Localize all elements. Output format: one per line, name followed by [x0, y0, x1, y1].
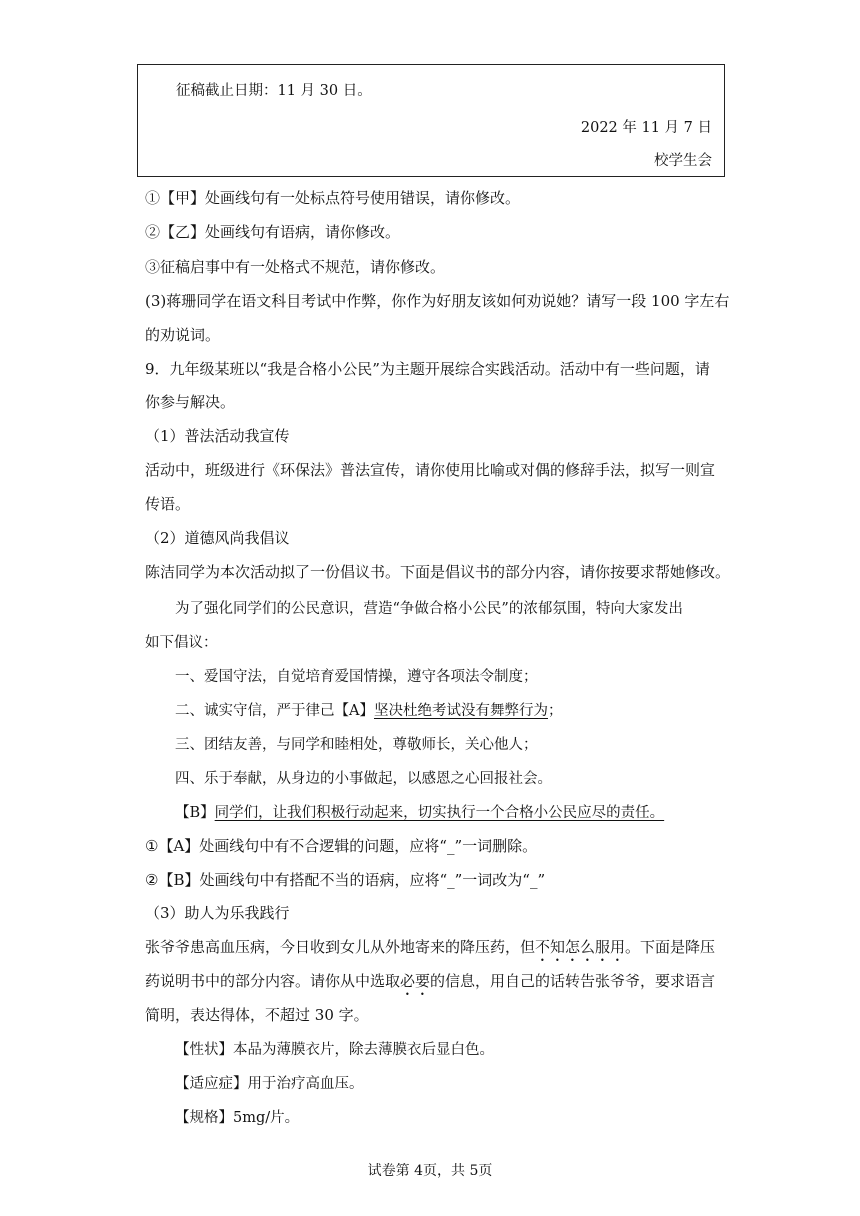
p3-line1-suffix: 。下面是降压	[625, 938, 716, 956]
item2-suffix: ；	[547, 703, 563, 719]
notice-deadline: 征稿截止日期：11 月 30 日。	[176, 83, 372, 99]
q9-part1-line2: 传语。	[145, 495, 191, 513]
notice-date: 2022 年 11 月 7 日	[580, 120, 712, 136]
q9-part2-desc: 陈洁同学为本次活动拟了一份倡议书。下面是倡议书的部分内容，请你按要求帮她修改。	[145, 563, 731, 581]
page-footer: 试卷第 4页，共 5页	[367, 1163, 493, 1179]
p3-line1-prefix: 张爷爷患高血压病，今日收到女儿从外地寄来的降压药，但	[145, 938, 536, 956]
q9-intro-line1: 9．九年级某班以“我是合格小公民”为主题开展综合实践活动。活动中有一些问题，请	[145, 360, 710, 378]
q8-sub-3: ③征稿启事中有一处格式不规范，请你修改。	[145, 258, 446, 276]
proposal-item-4: 四、乐于奉献，从身边的小事做起，以感恩之心回报社会。	[175, 771, 552, 787]
proposal-item-3: 三、团结友善，与同学和睦相处，尊敬师长，关心他人；	[175, 737, 538, 753]
proposal-item-1: 一、爱国守法，自觉培育爱国情操，遵守各项法令制度；	[175, 669, 538, 685]
q9-part2-title: （2）道德风尚我倡议	[145, 529, 290, 547]
b-underlined: 同学们，让我们积极行动起来，切实执行一个合格小公民应尽的责任。	[214, 805, 665, 821]
q9-intro-line2: 你参与解决。	[145, 393, 236, 411]
q9-part1-line1: 活动中，班级进行《环保法》普法宣传，请你使用比喻或对偶的修辞手法，拟写一则宣	[145, 461, 716, 479]
proposal-item-2	[175, 699, 562, 720]
b-tag: 【B】	[175, 805, 215, 821]
p3-line2-prefix: 药说明书中的部分内容。请你从中选取	[145, 972, 401, 990]
item2-prefix: 二、诚实守信，严于律己【A】	[175, 703, 374, 719]
q9-sub-b: ②【B】处画线句中有搭配不当的语病，应将“_”一词改为“_”	[145, 871, 546, 889]
q9-part3-line1	[145, 936, 715, 965]
p3-line2-suffix: 的信息，用自己的话转告张爷爷，要求语言	[430, 972, 716, 990]
spec-specification: 【规格】5mg/片。	[175, 1110, 300, 1126]
p3-line1-dotted: 不知怎么服用	[535, 938, 626, 956]
q9-part3-title: （3）助人为乐我践行	[145, 904, 290, 922]
spec-indication: 【适应症】用于治疗高血压。	[175, 1076, 364, 1092]
proposal-b	[175, 801, 664, 822]
notice-box	[137, 64, 725, 177]
notice-signer: 校学生会	[654, 153, 712, 169]
q9-part3-line3: 简明，表达得体，不超过 30 字。	[145, 1006, 369, 1024]
q8-sub-1: ①【甲】处画线句有一处标点符号使用错误，请你修改。	[145, 189, 521, 207]
q8-sub-4-line2: 的劝说词。	[145, 326, 221, 344]
q9-part3-line2	[145, 970, 715, 999]
proposal-line1: 为了强化同学们的公民意识，营造“争做合格小公民”的浓郁氛围，特向大家发出	[175, 601, 683, 617]
q9-part1-title: （1）普法活动我宣传	[145, 427, 290, 445]
item2-underlined: 坚决杜绝考试没有舞弊行为	[373, 703, 548, 719]
p3-line2-dotted: 必要	[400, 972, 431, 990]
q8-sub-4-line1: (3)蒋珊同学在语文科目考试中作弊，你作为好朋友该如何劝说她？请写一段 100 字左右	[145, 292, 730, 310]
proposal-line2: 如下倡议：	[145, 635, 218, 651]
q9-sub-a: ①【A】处画线句中有不合逻辑的问题，应将“_”一词删除。	[145, 837, 538, 855]
spec-appearance: 【性状】本品为薄膜衣片，除去薄膜衣后显白色。	[175, 1042, 494, 1058]
q8-sub-2: ②【乙】处画线句有语病，请你修改。	[145, 223, 401, 241]
